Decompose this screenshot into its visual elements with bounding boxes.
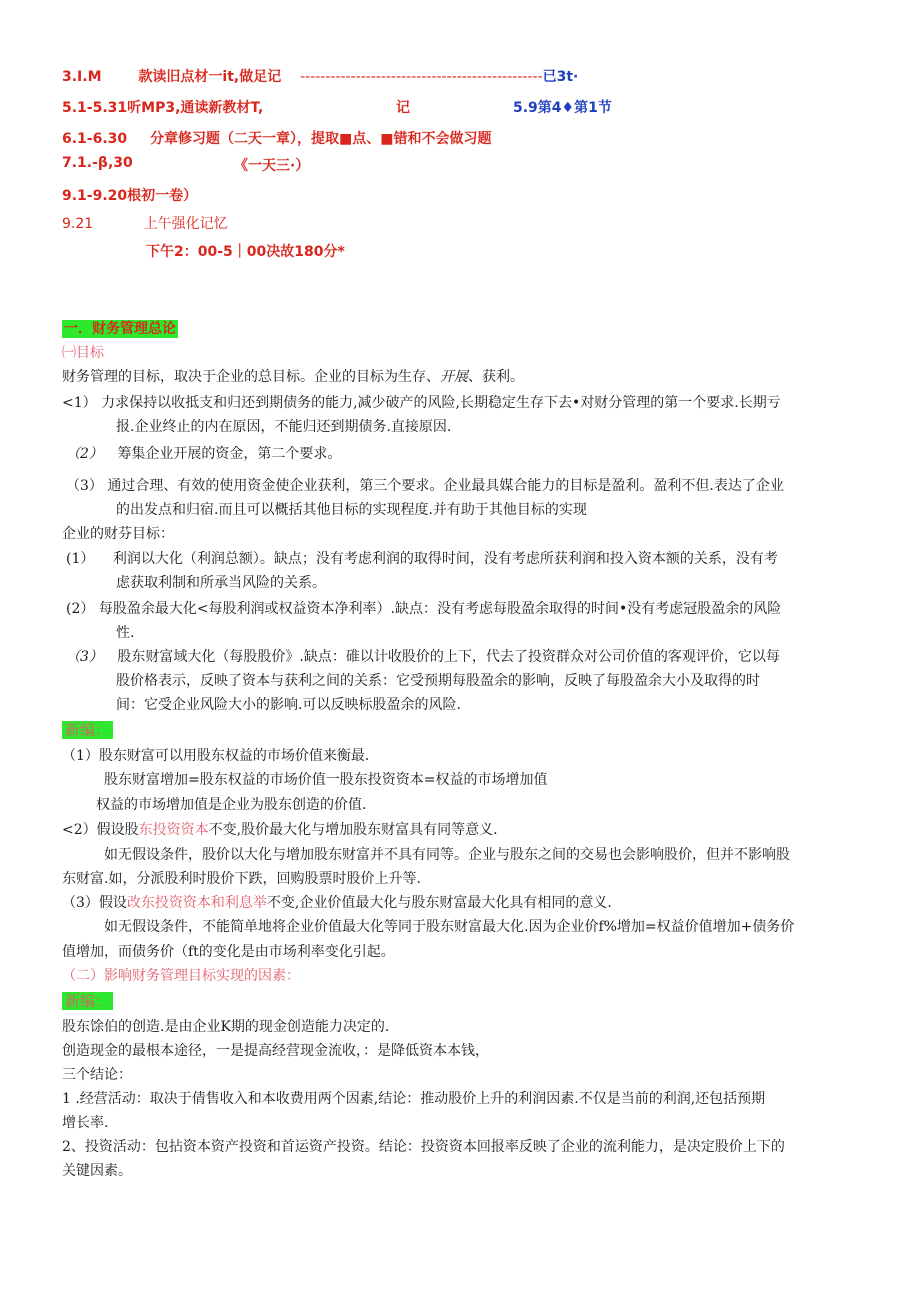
block2-line-5: 增长率. [62,1115,109,1131]
fin-goal-item-1-cont: 虑获取利制和所承当风险的关系。 [116,575,326,591]
block1-line-5: 如无假设条件，股价以大化与增加股东财富并不具有同等。企业与股东之间的交易也会影响股价，但并不影响股 [104,847,790,863]
fin-goal-item-3 [66,648,780,666]
text-part: （3）假设 [62,895,127,911]
text-highlight: 东投资资本 [138,822,209,838]
item-number: （3） [66,478,103,494]
block2-line-2: 创造现金的最根本途径，一是提高经营现金流收，：是降低资本本钱， [62,1043,489,1059]
block2-line-7: 关键因素。 [62,1163,132,1179]
schedule-mid: 记 [396,100,410,116]
item-text: 通过合理、有效的使用资金使企业获利，第三个要求。企业最具媒合能力的目标是盈利。盈利不但.表达了企业 [107,478,784,494]
schedule-line-3 [62,128,492,148]
schedule-text: 上午强化记忆 [143,216,228,232]
schedule-tail: 5.9第4♦第1节 [513,100,612,116]
block2-line-4: 1 .经营活动：取决于倩售收入和本收费用两个因素,结论：推动股价上升的利润因素.不仅是当前的利润,还包括预期 [62,1091,766,1107]
fin-goal-item-2 [66,600,781,618]
text-part: 不变,股价最大化与增加股东财富具有同等意义. [208,822,498,838]
block1-line-8: 如无假设条件，不能简单地将企业价值最大化等同于股东财富最大化.因为企业价f%增加=权益价值增加+债务价 [104,919,795,935]
xinbian-label-1-wrap [62,719,113,740]
item-text: 力求保持以收抵支和归还到期债务的能力,减少破产的风险,长期稳定生存下去•对财分管理的第一个要求.长期亏 [101,395,781,411]
item-text: 股东财富域大化（每股股价》.缺点：碓以计收股价的上下，代去了投资群众对公司价值的客观评价，它以每 [117,649,780,665]
schedule-date: 9.21 [62,216,94,232]
block1-line-9: 值增加，而债务价（ft的变化是由市场利率变化引起。 [62,944,395,960]
item-number: <1） [62,395,97,411]
schedule-line-6 [62,213,228,233]
block1-line-1: （1）股东财富可以用股东权益的市场价值来衡最. [62,748,370,764]
fin-goal-title: 企业的财芬目标： [62,526,174,542]
fin-goal-item-3-cont: 股价格表示，反映了资本与获利之间的关系：它受预期每股盈余的影响，反映了每股盈余大小及取得的时 [116,673,760,689]
goal-item-2 [66,445,341,463]
xinbian-label-2-wrap [62,990,113,1011]
goal-item-3-cont: 的出发点和归宿.而且可以概括其他目标的实现程度.并有助于其他目标的实现 [116,502,587,518]
block2-line-3: 三个结论： [62,1067,132,1083]
block1-line-2: 股东财富增加=股东权益的市场价值一股东投资资本=权益的市场增加值 [104,772,548,788]
item-number: （3） [66,649,103,665]
text-part: 不变,企业价值最大化与股东财富最大化具有相同的意义. [266,895,612,911]
schedule-text: 款读旧点材一it,做足记 [138,69,282,85]
goal-item-1-cont: 报.企业终止的内在原因，不能归还到期债务.直接原因. [116,419,452,435]
goal-item-3 [66,477,784,495]
block2-line-1: 股东馀伯的创造.是由企业K期的现金创造能力决定的. [62,1019,390,1035]
text-highlight: 改东投资资本和利息举 [126,895,267,911]
schedule-line-4 [62,155,133,171]
schedule-date: 6.1-6.30 [62,131,128,147]
schedule-dashes: ------------------------------------------------ [300,69,543,85]
goal-paragraph: 财务管理的目标，取决于企业的总目标。企业的目标为生存、开展、获利。 [62,369,524,385]
item-number: （2） [66,446,103,462]
schedule-line-5: 9.1-9.20根初一卷） [62,188,198,204]
schedule-date: 7.1.-β,30 [62,155,133,171]
schedule-line-1 [62,66,578,86]
schedule-text: 《一天三·） [234,158,310,174]
xinbian-label-2: 新编： [62,992,113,1010]
schedule-line-7: 下午2：00-5｜00决故180分* [146,244,345,260]
schedule-tail: 已3t· [542,69,579,85]
schedule-date: 5.1-5.31听MP3,通读新教材T, [62,100,264,116]
xinbian-label-1: 新编： [62,721,113,739]
italic-word: 开展 [440,369,468,385]
subsection-factors: （二）影响财务管理目标实现的因素： [62,968,300,984]
schedule-date: 3.I.M [62,69,102,85]
schedule-line-2 [62,97,263,117]
block2-line-6: 2、投资活动：包拈资本资产投资和首运资产投资。结论：投资资本回报率反映了企业的流利能力，是决定股价上下的 [62,1139,785,1155]
block1-line-4 [62,821,498,839]
block1-line-3: 权益的市场增加值是企业为股东创造的价值. [96,797,367,813]
item-text: 每股盈余最大化<每股利润或权益资本净利率）.缺点：没有考虑每股盈余取得的时间•没有考虑冠股盈余的风险 [98,601,782,617]
item-number: (2） [66,601,95,617]
block1-line-7 [62,894,612,912]
text-part: <2）假设股 [62,822,139,838]
goal-item-1 [62,394,781,412]
section-title-wrap [62,318,178,338]
item-text: 筹集企业开展的资金，第二个要求。 [117,446,342,462]
item-text: 利润以大化（利润总额）。缺点；没有考虑利润的取得时间，没有考虑所获利润和投入资本额的关系，没有考 [112,551,778,567]
section-title: 一．财务管理总论 [64,321,176,337]
item-number: (1） [66,551,95,567]
fin-goal-item-1 [66,550,778,568]
subsection-goal: ㈠目标 [62,345,104,361]
block1-line-6: 东财富.如，分派股利时股价下跌，回购股票时股价上升等. [62,871,421,887]
schedule-text: 分章修习题（二天一章），提取■点、■错和不会做习题 [150,131,492,147]
fin-goal-item-2-cont: 性. [116,625,135,641]
fin-goal-item-3-cont2: 间：它受企业风险大小的影响.可以反映标股盈余的风险. [116,697,461,713]
